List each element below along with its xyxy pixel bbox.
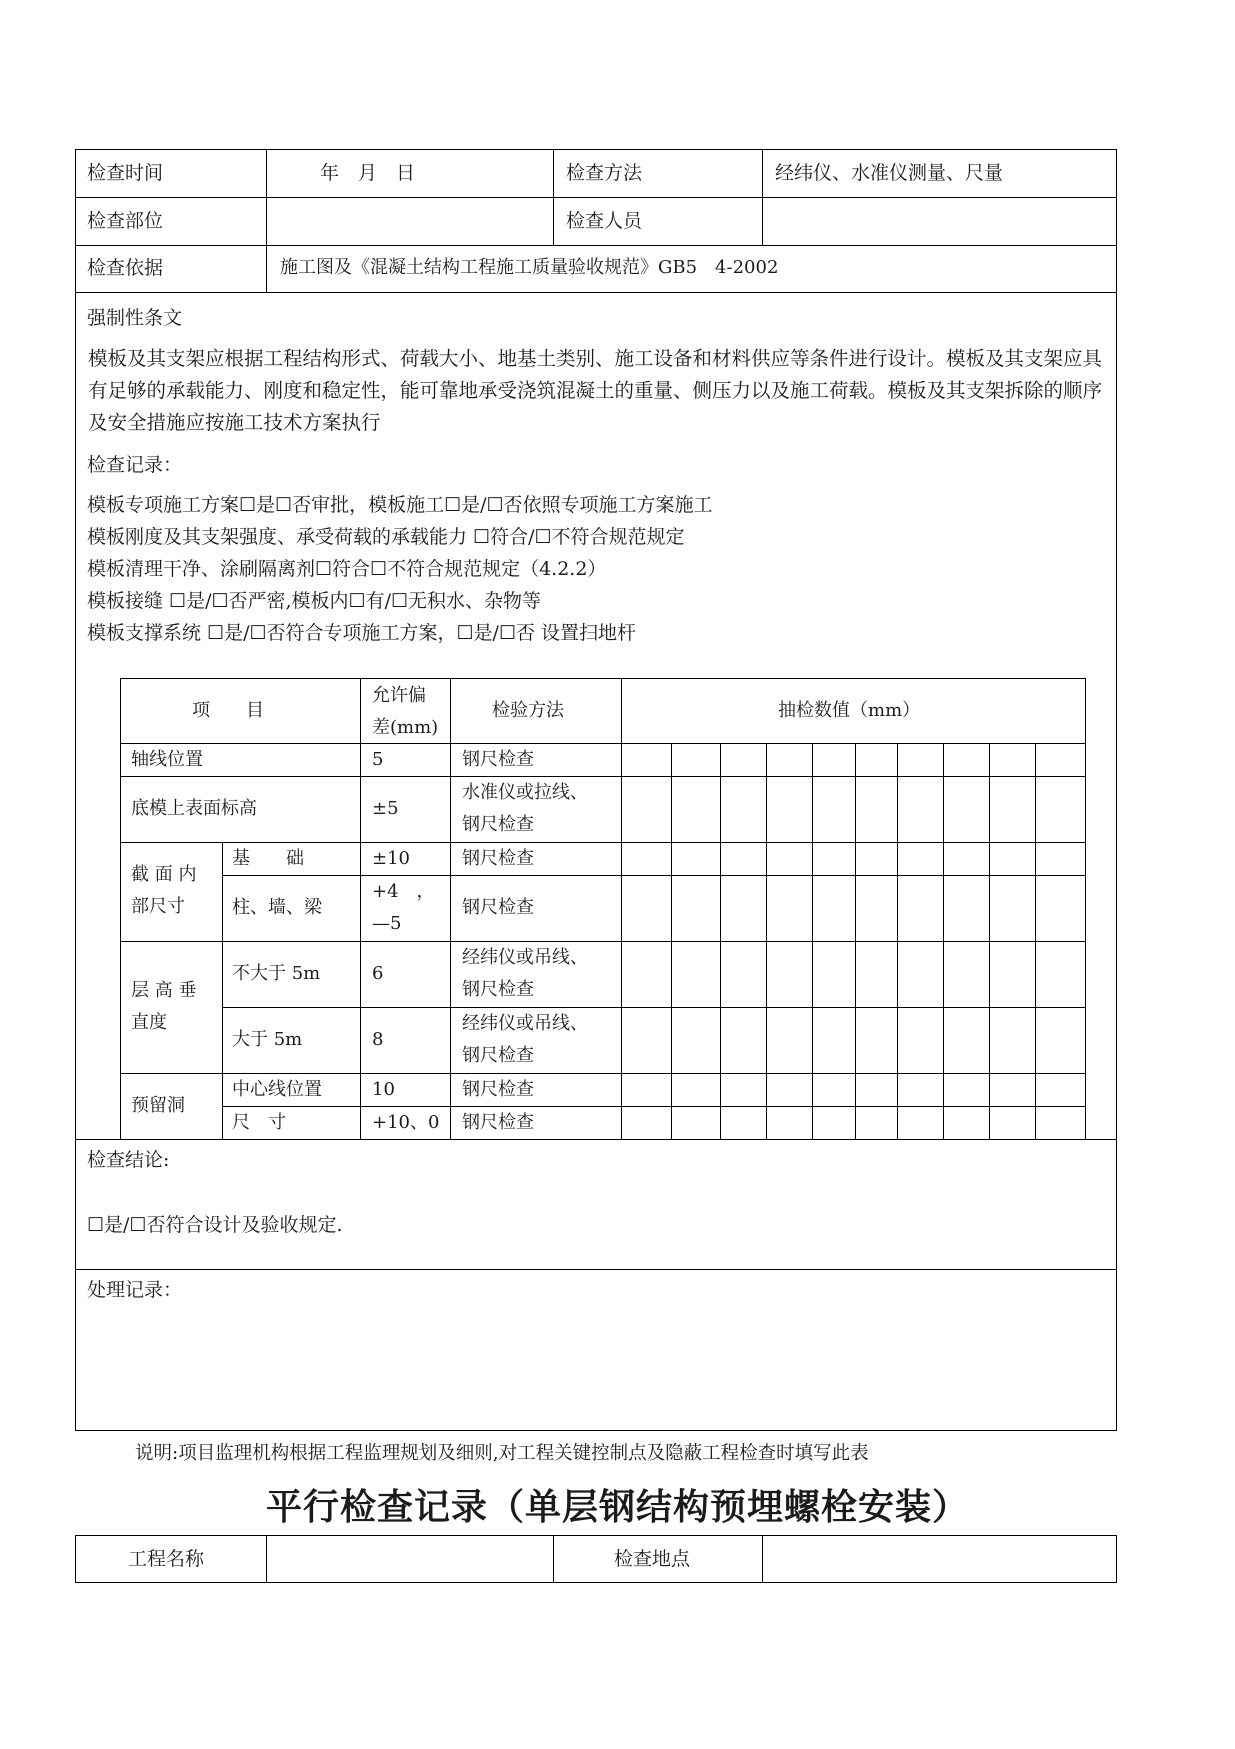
next-form-right-border xyxy=(1116,1535,1117,1582)
next-form-col-line xyxy=(762,1535,763,1582)
row-le5-method: 经纬仪或吊线、 xyxy=(462,947,588,968)
row-foundation-tol: ±10 xyxy=(372,848,410,869)
col-header-sample: 抽检数值（mm） xyxy=(778,700,921,721)
project-name-label: 工程名称 xyxy=(128,1548,205,1570)
next-form-col-line xyxy=(266,1535,267,1582)
form-top-border xyxy=(75,149,1117,150)
group-hole-label: 预留洞 xyxy=(131,1095,185,1116)
next-form-col-line xyxy=(553,1535,554,1582)
table-col-line xyxy=(621,678,622,1139)
col-header-tolerance-unit: 差(mm) xyxy=(372,717,439,738)
row-bottom-item: 底模上表面标高 xyxy=(131,798,257,819)
col-header-method: 检验方法 xyxy=(492,700,564,721)
row-gt5-sub: 大于 5m xyxy=(232,1029,303,1050)
record-line[interactable]: 模板支撑系统 ☐是/☐否符合专项施工方案，☐是/☐否 设置扫地杆 xyxy=(87,622,637,644)
sample-cell-line xyxy=(671,743,672,1139)
time-value[interactable]: 年 月 日 xyxy=(320,162,416,184)
sample-cell-line xyxy=(766,743,767,1139)
table-row-line xyxy=(120,941,1086,942)
location-label: 检查地点 xyxy=(614,1548,691,1570)
form-left-border xyxy=(75,149,76,1430)
record-line[interactable]: 模板清理干净、涂刷隔离剂☐符合☐不符合规范规定（4.2.2） xyxy=(87,558,607,580)
table-row-line xyxy=(120,1073,1086,1074)
row-divider xyxy=(75,245,1117,246)
next-form-left-border xyxy=(75,1535,76,1582)
sample-cell-line xyxy=(943,743,944,1139)
table-row-line xyxy=(120,842,1086,843)
row-gt5-method-2: 钢尺检查 xyxy=(462,1045,534,1066)
mandatory-text: 模板及其支架应根据工程结构形式、荷载大小、地基土类别、施工设备和材料供应等条件进行设计。模板及其支架应具有足够的承载能力、刚度和稳定性，能可靠地承受浇筑混凝土的重量、侧压力以及施工荷载。模板及其支架拆除的顺序及安全措施应按施工技术方案执行 xyxy=(88,347,1103,434)
basis-label: 检查依据 xyxy=(87,257,164,279)
table-col-line xyxy=(1085,678,1086,1139)
conclusion-text[interactable]: ☐是/☐否符合设计及验收规定. xyxy=(87,1214,343,1236)
next-form-top-border xyxy=(75,1535,1117,1536)
form-right-border xyxy=(1116,149,1117,1430)
table-top-border xyxy=(120,678,1086,679)
col-header-item: 项 目 xyxy=(192,700,264,721)
row-size-method: 钢尺检查 xyxy=(462,1112,534,1133)
row-bottom-method: 水准仪或拉线、 xyxy=(462,782,588,803)
row-column-method: 钢尺检查 xyxy=(462,897,534,918)
row-center-tol: 10 xyxy=(372,1079,395,1100)
row-bottom-method-2: 钢尺检查 xyxy=(462,814,534,835)
sample-cell-line xyxy=(989,743,990,1139)
row-axis-tol: 5 xyxy=(372,749,384,770)
col-divider xyxy=(266,149,267,292)
row-divider xyxy=(75,197,1117,198)
row-size-sub: 尺 寸 xyxy=(232,1112,286,1133)
col-divider xyxy=(762,149,763,245)
col-header-tolerance: 允许偏 xyxy=(372,685,426,706)
row-le5-method-2: 钢尺检查 xyxy=(462,979,534,1000)
row-foundation-sub: 基 础 xyxy=(232,848,304,869)
mandatory-heading: 强制性条文 xyxy=(87,307,183,329)
row-divider xyxy=(75,292,1117,293)
row-column-sub: 柱、墙、梁 xyxy=(232,897,322,918)
table-bottom-border xyxy=(120,1139,1086,1140)
row-column-tol-2: —5 xyxy=(372,913,402,934)
record-line[interactable]: 模板专项施工方案☐是☐否审批，模板施工☐是/☐否依照专项施工方案施工 xyxy=(87,494,713,516)
row-le5-tol: 6 xyxy=(372,963,384,984)
method-value[interactable]: 经纬仪、水准仪测量、尺量 xyxy=(775,162,1004,184)
next-form-bottom-border xyxy=(75,1582,1117,1583)
sample-cell-line xyxy=(720,743,721,1139)
table-row-line xyxy=(120,743,1086,744)
row-center-method: 钢尺检查 xyxy=(462,1079,534,1100)
method-label: 检查方法 xyxy=(566,162,643,184)
col-divider xyxy=(553,149,554,245)
conclusion-heading: 检查结论: xyxy=(87,1149,170,1171)
row-axis-item: 轴线位置 xyxy=(131,749,203,770)
table-row-line xyxy=(222,1007,1086,1008)
form-bottom-border xyxy=(75,1430,1117,1431)
sample-cell-line xyxy=(855,743,856,1139)
group-vertical-label-2: 直度 xyxy=(131,1012,167,1033)
group-section-label-2: 部尺寸 xyxy=(131,896,185,917)
row-divider xyxy=(75,1269,1117,1270)
row-gt5-tol: 8 xyxy=(372,1029,384,1050)
row-bottom-tol: ±5 xyxy=(372,798,399,819)
group-vertical-label: 层 高 垂 xyxy=(131,980,197,1001)
table-row-line xyxy=(120,776,1086,777)
inspector-label: 检查人员 xyxy=(566,210,643,232)
sample-cell-line xyxy=(1035,743,1036,1139)
handling-heading: 处理记录： xyxy=(87,1279,183,1301)
row-center-sub: 中心线位置 xyxy=(232,1079,322,1100)
sample-cell-line xyxy=(897,743,898,1139)
table-row-line xyxy=(222,875,1086,876)
row-foundation-method: 钢尺检查 xyxy=(462,848,534,869)
row-gt5-method: 经纬仪或吊线、 xyxy=(462,1013,588,1034)
record-line[interactable]: 模板刚度及其支架强度、承受荷载的承载能力 ☐符合/☐不符合规范规定 xyxy=(87,526,685,548)
group-section-label: 截 面 内 xyxy=(131,864,197,885)
sample-cell-line xyxy=(812,743,813,1139)
time-label: 检查时间 xyxy=(87,162,164,184)
table-col-line xyxy=(222,842,223,1139)
row-size-tol: +10、0 xyxy=(372,1112,440,1133)
record-heading: 检查记录： xyxy=(87,454,183,476)
basis-value[interactable]: 施工图及《混凝土结构工程施工质量验收规范》GB5 4-2002 xyxy=(280,257,779,278)
footnote: 说明:项目监理机构根据工程监理规划及细则,对工程关键控制点及隐蔽工程检查时填写此表 xyxy=(135,1443,869,1464)
row-le5-sub: 不大于 5m xyxy=(232,963,321,984)
next-form-title: 平行检查记录（单层钢结构预埋螺栓安装） xyxy=(265,1487,969,1528)
part-label: 检查部位 xyxy=(87,210,164,232)
row-column-tol: +4 ， xyxy=(372,881,435,902)
row-axis-method: 钢尺检查 xyxy=(462,749,534,770)
table-col-line xyxy=(360,678,361,1139)
table-col-line xyxy=(450,678,451,1139)
table-row-line xyxy=(222,1106,1086,1107)
record-line[interactable]: 模板接缝 ☐是/☐否严密,模板内☐有/☐无积水、杂物等 xyxy=(87,590,542,612)
table-col-line xyxy=(120,678,121,1139)
